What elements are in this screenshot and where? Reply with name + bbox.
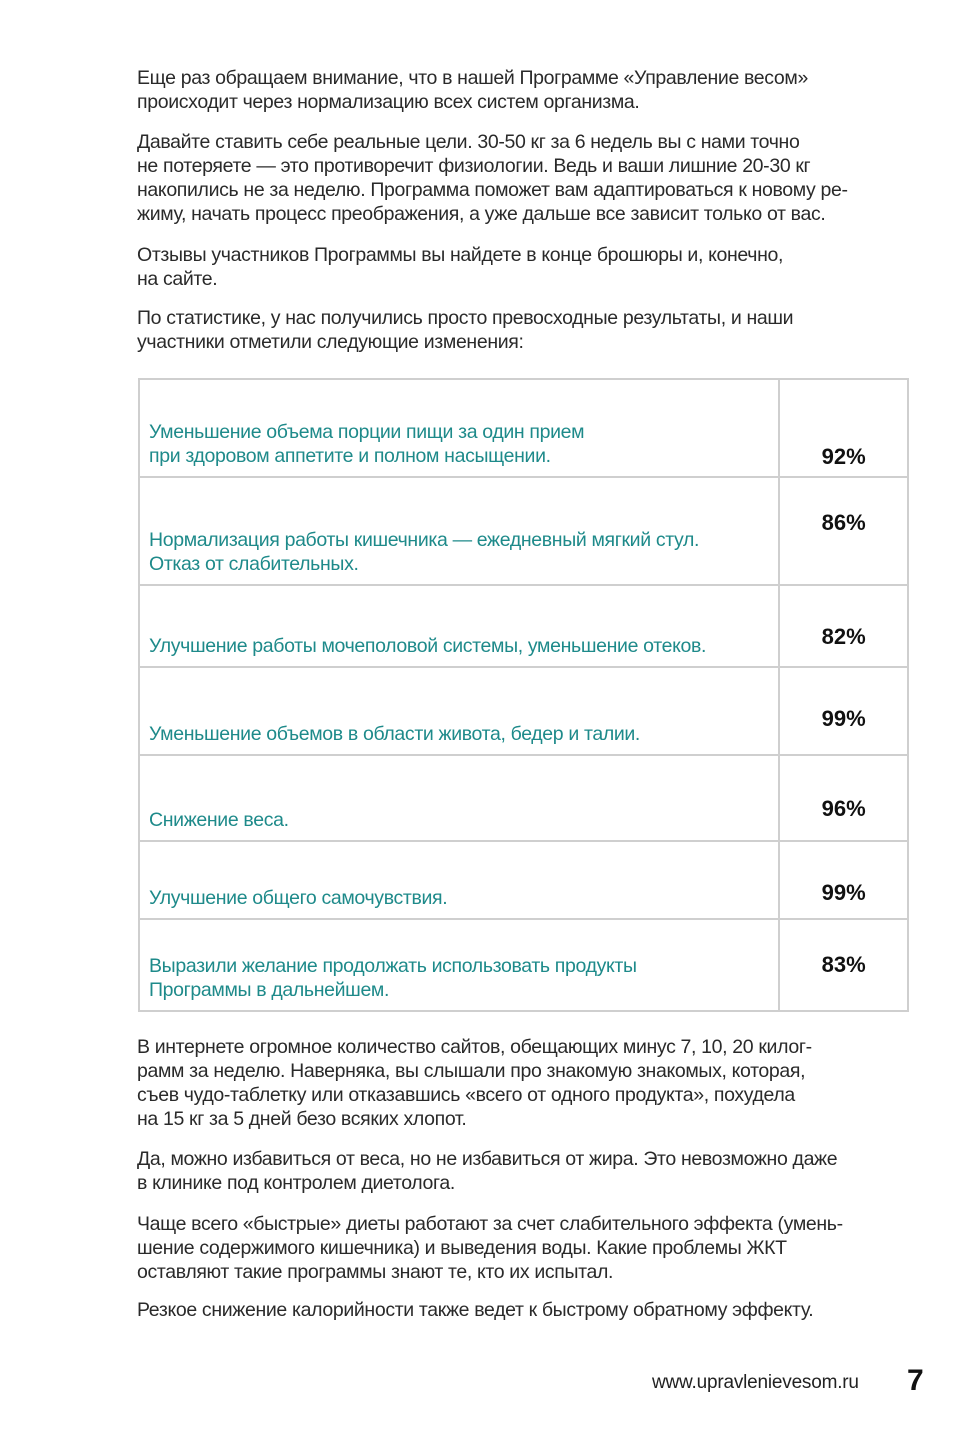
paragraph-intro-1 xyxy=(137,66,917,114)
results-table xyxy=(138,378,909,1012)
page-number: 7 xyxy=(907,1364,924,1397)
text-line: Чаще всего «быстрые» диеты работают за счет слабительного эффекта (умень- xyxy=(137,1213,843,1235)
row-description: Улучшение общего самочувствия. xyxy=(139,841,779,919)
row-percent: 99% xyxy=(779,841,908,919)
row-description: Снижение веса. xyxy=(139,755,779,841)
table-row xyxy=(139,667,908,755)
text-line: жиму, начать процесс преображения, а уже дальше все зависит только от вас. xyxy=(137,203,826,225)
text-line: Еще раз обращаем внимание, что в нашей Программе «Управление весом» xyxy=(137,67,808,89)
text-line: происходит через нормализацию всех систем организма. xyxy=(137,91,640,113)
table-row xyxy=(139,841,908,919)
footer-url[interactable]: www.upravlenievesom.ru xyxy=(652,1372,859,1393)
text-line: съев чудо-таблетку или отказавшись «всего от одного продукта», похудела xyxy=(137,1084,795,1106)
text-line: Резкое снижение калорийности также ведет к быстрому обратному эффекту. xyxy=(137,1299,814,1321)
paragraph-intro-3 xyxy=(137,243,917,291)
text-line: в клинике под контролем диетолога. xyxy=(137,1172,455,1194)
row-description: Выразили желание продолжать использовать продукты Программы в дальнейшем. xyxy=(139,919,779,1011)
row-description: Нормализация работы кишечника — ежедневный мягкий стул. Отказ от слабительных. xyxy=(139,477,779,585)
text-line: участники отметили следующие изменения: xyxy=(137,331,524,353)
row-percent: 83% xyxy=(779,919,908,1011)
row-percent: 96% xyxy=(779,755,908,841)
text-line: Отзывы участников Программы вы найдете в конце брошюры и, конечно, xyxy=(137,244,784,266)
text-line: на сайте. xyxy=(137,268,218,290)
paragraph-outro-6 xyxy=(137,1147,917,1195)
text-line: накопились не за неделю. Программа поможет вам адаптироваться к новому ре- xyxy=(137,179,848,201)
text-line: шение содержимого кишечника) и выведения воды. Какие проблемы ЖКТ xyxy=(137,1237,787,1259)
text-line: По статистике, у нас получились просто превосходные результаты, и наши xyxy=(137,307,794,329)
row-description: Уменьшение объемов в области живота, бедер и талии. xyxy=(139,667,779,755)
text-line: Давайте ставить себе реальные цели. 30-50 кг за 6 недель вы с нами точно xyxy=(137,131,800,153)
paragraph-outro-8 xyxy=(137,1298,917,1322)
text-line: оставляют такие программы знают те, кто их испытал. xyxy=(137,1261,614,1283)
row-percent: 82% xyxy=(779,585,908,667)
table-row xyxy=(139,477,908,585)
paragraph-intro-2 xyxy=(137,130,917,226)
text-line: В интернете огромное количество сайтов, обещающих минус 7, 10, 20 килог- xyxy=(137,1036,812,1058)
text-line: не потеряете — это противоречит физиологии. Ведь и ваши лишние 20-30 кг xyxy=(137,155,811,177)
table-row xyxy=(139,755,908,841)
row-description: Улучшение работы мочеполовой системы, уменьшение отеков. xyxy=(139,585,779,667)
paragraph-intro-4 xyxy=(137,306,917,354)
paragraph-outro-7 xyxy=(137,1212,917,1284)
row-percent: 99% xyxy=(779,667,908,755)
paragraph-outro-5 xyxy=(137,1035,917,1131)
table-row xyxy=(139,379,908,477)
row-percent: 92% xyxy=(779,379,908,477)
text-line: Да, можно избавиться от веса, но не избавиться от жира. Это невозможно даже xyxy=(137,1148,838,1170)
row-percent: 86% xyxy=(779,477,908,585)
table-row xyxy=(139,585,908,667)
text-line: на 15 кг за 5 дней безо всяких хлопот. xyxy=(137,1108,467,1130)
text-line: рамм за неделю. Наверняка, вы слышали про знакомую знакомых, которая, xyxy=(137,1060,806,1082)
table-row xyxy=(139,919,908,1011)
row-description: Уменьшение объема порции пищи за один прием при здоровом аппетите и полном насыщении. xyxy=(139,379,779,477)
